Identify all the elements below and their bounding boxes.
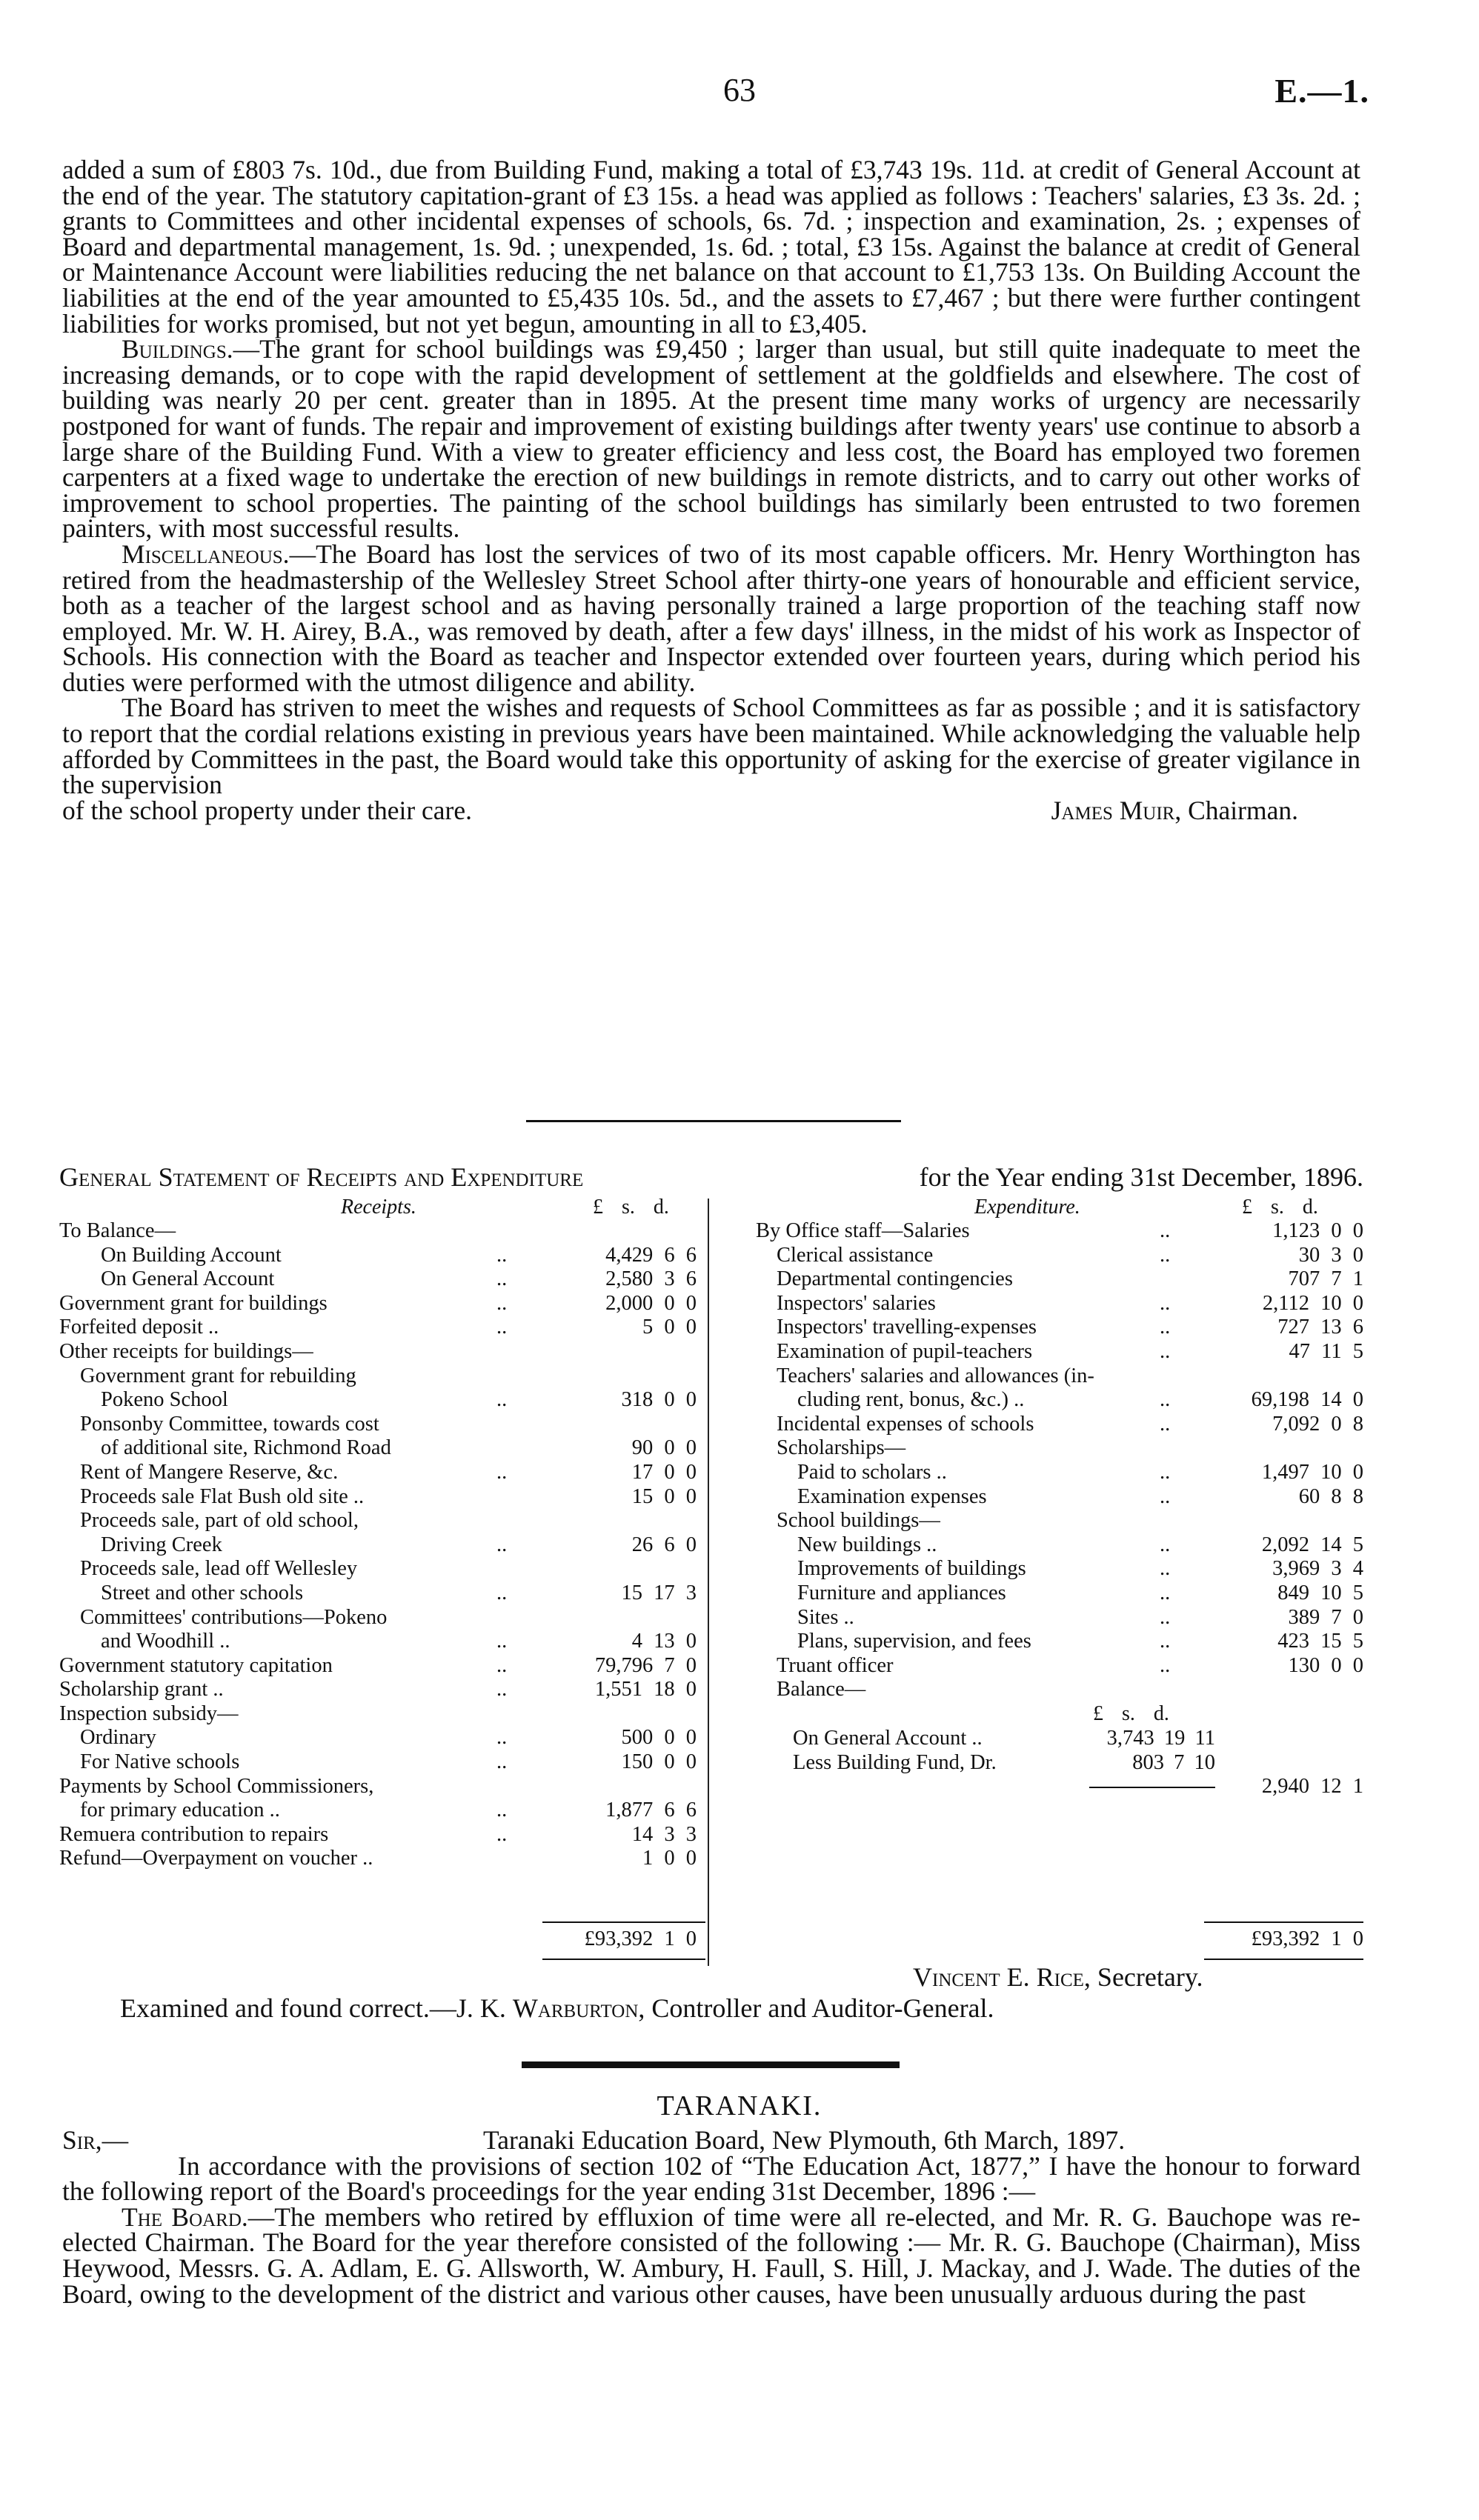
expenditure-label: Balance— [777, 1678, 866, 1701]
expenditure-amount: 849 10 5 [1277, 1581, 1363, 1604]
receipts-label: Proceeds sale Flat Bush old site .. [80, 1484, 365, 1508]
expenditure-row [756, 1509, 1363, 1533]
receipts-label: Inspection subsidy— [59, 1701, 239, 1725]
receipts-leader-dots: .. [496, 1581, 508, 1604]
page-header [0, 71, 1479, 130]
auditor-title: , Controller and Auditor-General. [638, 1993, 994, 2023]
receipts-leader-dots: .. [496, 1630, 508, 1653]
receipts-row [59, 1533, 697, 1558]
expenditure-amount: 2,112 10 0 [1262, 1291, 1363, 1315]
secretary-name: Vincent E. Rice [913, 1962, 1084, 1992]
expenditure-label: By Office staff—Salaries [756, 1219, 970, 1242]
chairman-title: , Chairman. [1174, 795, 1298, 825]
receipts-row [59, 1509, 697, 1533]
expenditure-label: Scholarships— [777, 1436, 906, 1460]
expenditure-leader-dots: .. [1160, 1316, 1171, 1339]
receipts-row [59, 1485, 697, 1510]
receipts-amount: 1,551 18 0 [594, 1678, 697, 1701]
receipts-leader-dots: .. [496, 1267, 508, 1291]
receipts-label: Forfeited deposit .. [59, 1316, 219, 1339]
balance-money-heading: £ s. d. [1093, 1702, 1169, 1725]
expenditure-row [756, 1461, 1363, 1485]
expenditure-row [756, 1316, 1363, 1340]
expenditure-row [756, 1557, 1363, 1581]
receipts-leader-dots: .. [496, 1460, 508, 1484]
expenditure-amount: 2,092 14 5 [1261, 1533, 1363, 1556]
expenditure-label: Inspectors' salaries [777, 1291, 936, 1315]
statement-title-right: for the Year ending 31st December, 1896. [919, 1162, 1363, 1192]
receipts-leader-dots: .. [496, 1822, 508, 1846]
expenditure-leader-dots: .. [1160, 1388, 1171, 1412]
receipts-label: Government grant for buildings [59, 1291, 328, 1315]
expenditure-amount: 423 15 5 [1277, 1630, 1363, 1653]
balance-general-row [793, 1727, 1260, 1751]
receipts-row [59, 1557, 697, 1581]
balance-block [793, 1727, 1260, 1775]
expenditure-amount: 1,123 0 0 [1272, 1219, 1363, 1242]
receipts-amount: 17 0 0 [631, 1460, 697, 1484]
salutation: Sir,— [62, 2125, 129, 2155]
miscellaneous-label: Miscellaneous. [122, 539, 290, 569]
expenditure-label: Truant officer [777, 1653, 894, 1677]
receipts-label: Government grant for rebuilding [80, 1364, 356, 1387]
expenditure-row [756, 1244, 1363, 1268]
paragraph-buildings [62, 334, 1360, 544]
page-reference: E.—1. [1274, 72, 1369, 110]
receipts-leader-dots: .. [496, 1388, 508, 1412]
receipts-row [59, 1750, 697, 1775]
receipts-row [59, 1461, 697, 1485]
expenditure-row [756, 1267, 1363, 1292]
expenditure-label: Incidental expenses of schools [777, 1412, 1034, 1436]
miscellaneous-text: —The Board has lost the services of two of its most capable officers. Mr. Henry Worthington has retired from the headmastership of the Wellesley Street School after thirty-one years of honourable and efficient service, both as a teacher of the largest school and as having personally trained a large proportion of the teaching staff now employed. Mr. W. H. Airey, B.A., was removed by death, after a few days' illness, in the midst of his work as Inspector of Schools. His connection with the Board as teacher and Inspector extended over fourteen years, during which period his duties were performed with the utmost diligence and ability. [62, 539, 1360, 697]
receipts-row [59, 1581, 697, 1606]
receipts-row [59, 1799, 697, 1823]
receipts-amount: 150 0 0 [621, 1750, 697, 1774]
receipts-amount: 1 0 0 [642, 1847, 697, 1870]
balance-net-block [1230, 1775, 1363, 1799]
receipts-label: Street and other schools [101, 1581, 304, 1604]
receipts-amount: 15 0 0 [631, 1484, 697, 1508]
receipts-leader-dots: .. [496, 1533, 508, 1556]
expenditure-amount: 1,497 10 0 [1261, 1460, 1363, 1484]
expenditure-label: Improvements of buildings [797, 1557, 1026, 1581]
receipts-label: On Building Account [101, 1243, 282, 1267]
expenditure-label: Examination expenses [797, 1484, 987, 1508]
balance-building-label: Less Building Fund, Dr. [793, 1750, 997, 1774]
expenditure-label: cluding rent, bonus, &c.) .. [797, 1388, 1025, 1412]
receipts-label: Rent of Mangere Reserve, &c. [80, 1460, 339, 1484]
receipts-row [59, 1775, 697, 1799]
receipts-label: and Woodhill .. [101, 1630, 230, 1653]
receipts-leader-dots: .. [496, 1678, 508, 1701]
paragraph-board [62, 2201, 1361, 2309]
receipts-label: Proceeds sale, lead off Wellesley [80, 1557, 358, 1581]
receipts-total-rule-bottom [542, 1959, 705, 1960]
chairman-name: James Muir [1051, 795, 1175, 825]
expenditure-label: Inspectors' travelling-expenses [777, 1316, 1037, 1339]
expenditure-total: £93,392 1 0 [1251, 1927, 1363, 1950]
receipts-label: On General Account [101, 1267, 275, 1291]
expenditure-total-rule-bottom [1204, 1959, 1363, 1960]
receipts-row [59, 1823, 697, 1847]
receipts-amount: 90 0 0 [631, 1436, 697, 1460]
expenditure-leader-dots: .. [1160, 1581, 1171, 1604]
receipts-money-heading: £ s. d. [593, 1196, 669, 1219]
expenditure-amount: 69,198 14 0 [1251, 1388, 1363, 1412]
receipts-row [59, 1364, 697, 1389]
balance-net-amount: 2,940 12 1 [1261, 1775, 1363, 1798]
letter-address-line [62, 2127, 1360, 2153]
receipts-label: Refund—Overpayment on voucher .. [59, 1847, 373, 1870]
expenditure-label: Sites .. [797, 1605, 854, 1629]
receipts-amount: 4,429 6 6 [605, 1243, 697, 1267]
paragraph-last-line: of the school property under their care. [62, 795, 472, 825]
major-divider [522, 2061, 900, 2068]
expenditure-row [756, 1678, 1363, 1702]
receipts-row [59, 1267, 697, 1292]
expenditure-amount: 3,969 3 4 [1272, 1557, 1363, 1581]
expenditure-leader-dots: .. [1160, 1605, 1171, 1629]
expenditure-heading: Expenditure. [974, 1196, 1080, 1219]
expenditure-leader-dots: .. [1160, 1339, 1171, 1363]
expenditure-label: Plans, supervision, and fees [797, 1630, 1031, 1653]
expenditure-row [756, 1533, 1363, 1558]
paragraph-miscellaneous [62, 541, 1360, 696]
receipts-label: Government statutory capitation [59, 1653, 333, 1677]
receipts-label: To Balance— [59, 1219, 176, 1242]
expenditure-amount: 30 3 0 [1298, 1243, 1363, 1267]
receipts-leader-dots: .. [496, 1750, 508, 1774]
receipts-label: Pokeno School [101, 1388, 228, 1412]
receipts-label: for primary education .. [80, 1799, 280, 1822]
auditor-name: Warburton [512, 1993, 639, 2023]
paragraph-committees: The Board has striven to meet the wishes and requests of School Committees as far as possible ; and it is satisfactory to report that the cordial relations existing in previous years have been maintained. While acknowledging the valuable help afforded by Committees in the past, the Board would take this opportunity of asking for the exercise of greater vigilance in the supervision [62, 693, 1360, 800]
expenditure-amount: 727 13 6 [1277, 1316, 1363, 1339]
receipts-amount: 15 17 3 [621, 1581, 697, 1604]
buildings-text: —The grant for school buildings was £9,450 ; larger than usual, but still quite inadequate to meet the increasing demands, or to cope with the rapid development of settlement at the goldfields and elsewhere. The cost of building was nearly 20 per cent. greater than in 1895. At the present time many works of urgency are necessarily postponed for want of funds. The repair and improvement of existing buildings after twenty years' use continue to absorb a large share of the Building Fund. With a view to greater efficiency and less cost, the Board has employed two foremen carpenters at a fixed wage to undertake the erection of new buildings in remote districts, and to carry out other works of improvement to school properties. The painting of the school buildings has similarly been entrusted to two foremen painters, with most successful results. [62, 334, 1360, 544]
receipts-amount: 2,000 0 0 [605, 1291, 697, 1315]
receipts-table [59, 1219, 697, 1871]
expenditure-row [756, 1388, 1363, 1413]
expenditure-label: Paid to scholars .. [797, 1460, 947, 1484]
receipts-leader-dots: .. [496, 1653, 508, 1677]
balance-general-amount: 3,743 19 11 [1106, 1727, 1215, 1750]
expenditure-money-heading: £ s. d. [1242, 1196, 1318, 1219]
secretary-title: , Secretary. [1083, 1962, 1203, 1992]
balance-general-label: On General Account .. [793, 1727, 983, 1750]
expenditure-label: New buildings .. [797, 1533, 937, 1556]
expenditure-leader-dots: .. [1160, 1533, 1171, 1556]
receipts-amount: 14 3 3 [631, 1822, 697, 1846]
audit-note [120, 1993, 994, 2024]
paragraph-accounts: added a sum of £803 7s. 10d., due from Building Fund, making a total of £3,743 19s. 11d. at credit of General Account at the end of the year. The statutory capitation-grant of £3 15s. a head was applied as follows : Teachers' salaries, £3 3s. 2d. ; grants to Committees and other incidental expenses of schools, 6s. 7d. ; inspection and examination, 2s. ; expenses of Board and departmental management, 1s. 9d. ; unexpended, 1s. 6d. ; total, £3 15s. Against the balance at credit of General or Maintenance Account were liabilities reducing the net balance on that account to £1,753 13s. On Building Account the liabilities at the end of the year amounted to £5,435 10s. 5d., and the assets to £7,467 ; but there were further contingent liabilities for works promised, but not yet begun, amounting in all to £3,405. [62, 155, 1360, 339]
expenditure-label: Examination of pupil-teachers [777, 1339, 1033, 1363]
receipts-row [59, 1388, 697, 1413]
expenditure-leader-dots: .. [1160, 1412, 1171, 1436]
paragraph-intro: In accordance with the provisions of section 102 of “The Education Act, 1877,” I have the honour to forward the following report of the Board's proceedings for the year ending 31st December, 1896 :— [62, 2150, 1360, 2207]
receipts-amount: 79,796 7 0 [594, 1653, 697, 1677]
expenditure-row [756, 1219, 1363, 1244]
expenditure-leader-dots: .. [1160, 1484, 1171, 1508]
column-divider [708, 1199, 709, 1966]
expenditure-label: Teachers' salaries and allowances (in- [777, 1364, 1094, 1387]
section-heading-taranaki: TARANAKI. [657, 2090, 822, 2121]
receipts-row [59, 1316, 697, 1340]
expenditure-leader-dots: .. [1160, 1243, 1171, 1267]
audit-text: Examined and found correct.—J. K. [120, 1993, 506, 2023]
receipts-row [59, 1292, 697, 1316]
expenditure-amount: 60 8 8 [1298, 1484, 1363, 1508]
receipts-amount: 500 0 0 [621, 1726, 697, 1750]
expenditure-label: Furniture and appliances [797, 1581, 1006, 1604]
receipts-amount: 1,877 6 6 [605, 1799, 697, 1822]
receipts-row [59, 1436, 697, 1461]
balance-rule [1089, 1787, 1215, 1788]
expenditure-leader-dots: .. [1160, 1460, 1171, 1484]
receipts-row [59, 1340, 697, 1364]
receipts-amount: 5 0 0 [642, 1316, 697, 1339]
expenditure-amount: 47 11 5 [1289, 1339, 1363, 1363]
chairman-signature-line [62, 795, 1360, 825]
statement-title-left: General Statement of Receipts and Expenditure [59, 1162, 584, 1192]
expenditure-amount: 7,092 0 8 [1272, 1412, 1363, 1436]
receipts-leader-dots: .. [496, 1243, 508, 1267]
receipts-leader-dots: .. [496, 1291, 508, 1315]
expenditure-leader-dots: .. [1160, 1630, 1171, 1653]
expenditure-amount: 389 7 0 [1288, 1605, 1363, 1629]
receipts-leader-dots: .. [496, 1799, 508, 1822]
receipts-row [59, 1244, 697, 1268]
expenditure-leader-dots: .. [1160, 1291, 1171, 1315]
expenditure-leader-dots: .. [1160, 1653, 1171, 1677]
expenditure-row [756, 1364, 1363, 1389]
expenditure-row [756, 1654, 1363, 1679]
receipts-label: Scholarship grant .. [59, 1678, 224, 1701]
receipts-row [59, 1847, 697, 1871]
receipts-label: Payments by School Commissioners, [59, 1774, 374, 1798]
secretary-signature [913, 1961, 1203, 1993]
balance-building-amount: 803 7 10 [1132, 1750, 1215, 1774]
receipts-label: Ordinary [80, 1726, 156, 1750]
expenditure-row [756, 1581, 1363, 1606]
receipts-label: Remuera contribution to repairs [59, 1822, 329, 1846]
expenditure-row [756, 1340, 1363, 1364]
section-divider [526, 1120, 901, 1122]
receipts-leader-dots: .. [496, 1726, 508, 1750]
expenditure-row [756, 1413, 1363, 1437]
chairman-signature [1051, 795, 1360, 825]
receipts-label: Committees' contributions—Pokeno [80, 1605, 388, 1629]
expenditure-row [756, 1606, 1363, 1630]
receipts-label: Ponsonby Committee, towards cost [80, 1412, 379, 1436]
receipts-row [59, 1726, 697, 1750]
receipts-label: of additional site, Richmond Road [101, 1436, 391, 1460]
receipts-amount: 4 13 0 [631, 1630, 697, 1653]
expenditure-row [756, 1630, 1363, 1654]
expenditure-row [756, 1292, 1363, 1316]
receipts-amount: 26 6 0 [631, 1533, 697, 1556]
taranaki-report [62, 2127, 1360, 2307]
board-text: —The members who retired by effluxion of time were all re-elected, and Mr. R. G. Bauchope was re-elected Chairman. The Board for the year therefore consisted of the following :— Mr. R. G. Bauchope (Chairman), Miss Heywood, Messrs. G. A. Adlam, E. G. Allsworth, W. Ambury, H. Faull, S. Hill, J. Mackay, and J. Wade. The duties of the Board, owing to the development of the district and various other causes, have been unusually arduous during the past [62, 2201, 1361, 2309]
receipts-row [59, 1702, 697, 1727]
receipts-amount: 2,580 3 6 [605, 1267, 697, 1291]
report-body [62, 157, 1360, 823]
receipts-leader-dots: .. [496, 1316, 508, 1339]
expenditure-row [756, 1485, 1363, 1510]
receipts-total: £93,392 1 0 [584, 1927, 697, 1950]
expenditure-leader-dots: .. [1160, 1219, 1171, 1242]
expenditure-leader-dots: .. [1160, 1557, 1171, 1581]
expenditure-label: School buildings— [777, 1509, 940, 1533]
expenditure-label: Clerical assistance [777, 1243, 934, 1267]
expenditure-total-rule-top [1204, 1921, 1363, 1923]
expenditure-table [756, 1219, 1363, 1702]
receipts-row [59, 1630, 697, 1654]
expenditure-amount: 130 0 0 [1288, 1653, 1363, 1677]
page-number: 63 [723, 72, 756, 108]
receipts-row [59, 1606, 697, 1630]
statement-title [59, 1161, 1363, 1193]
receipts-label: For Native schools [80, 1750, 240, 1774]
receipts-row [59, 1219, 697, 1244]
expenditure-label: Departmental contingencies [777, 1267, 1013, 1291]
receipts-row [59, 1413, 697, 1437]
expenditure-row [756, 1436, 1363, 1461]
receipts-total-rule-top [542, 1921, 705, 1923]
receipts-row [59, 1678, 697, 1702]
expenditure-amount: 707 7 1 [1288, 1267, 1363, 1291]
receipts-amount: 318 0 0 [621, 1388, 697, 1412]
receipts-label: Proceeds sale, part of old school, [80, 1509, 359, 1533]
receipts-row [59, 1654, 697, 1679]
buildings-label: Buildings. [122, 334, 233, 364]
receipts-label: Driving Creek [101, 1533, 222, 1556]
receipts-label: Other receipts for buildings— [59, 1339, 313, 1363]
letter-address: Taranaki Education Board, New Plymouth, 6th March, 1897. [483, 2125, 1126, 2155]
board-label: The Board. [122, 2201, 248, 2232]
balance-building-row [793, 1751, 1260, 1776]
receipts-heading: Receipts. [341, 1196, 416, 1219]
